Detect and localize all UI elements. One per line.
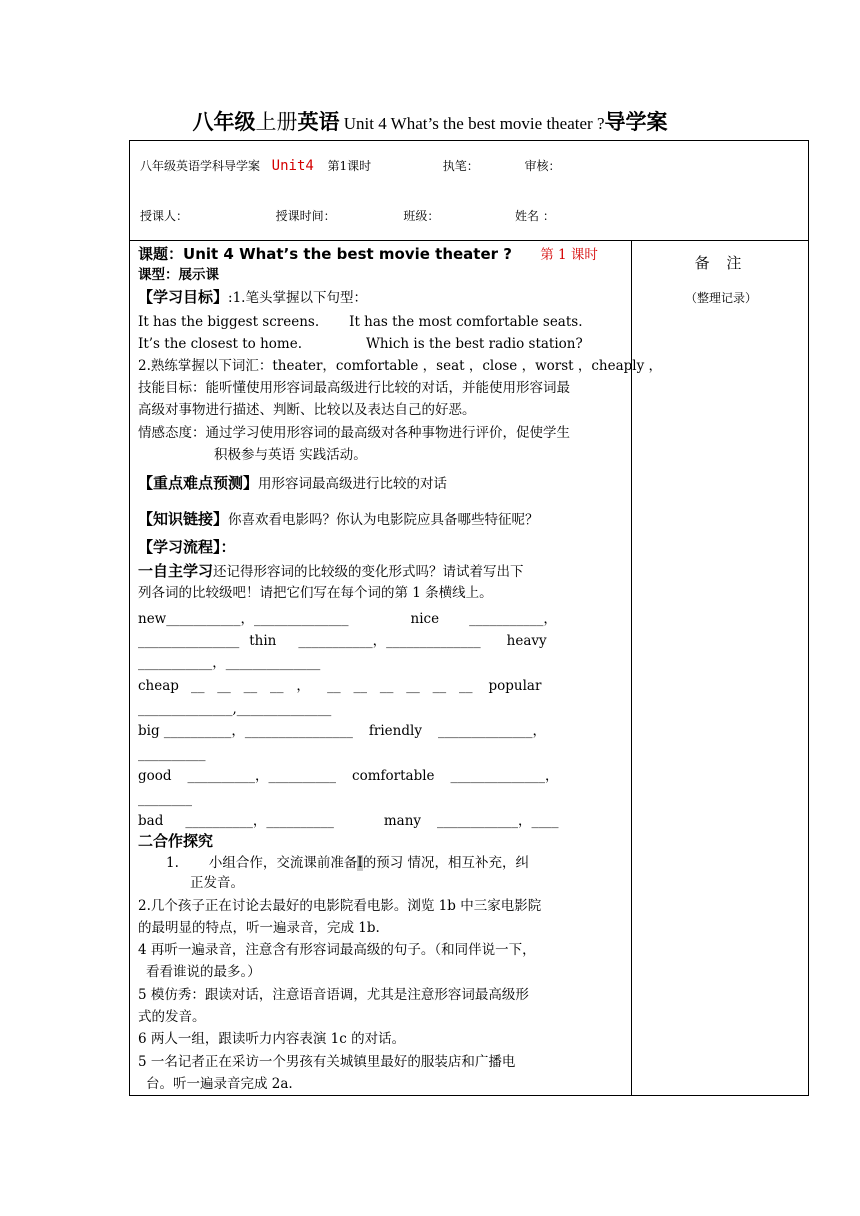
word-row-4: cheap __ __ __ __ ， __ __ __ __ __ __ popular: [138, 678, 542, 694]
lesson-number: 第 1 课时: [540, 247, 598, 263]
skill-line-2: 高级对事物进行描述、判断、比较以及表达自己的好恶。: [138, 402, 476, 418]
vocab-line: 2.熟练掌握以下词汇：theater，comfortable ，seat ，close ，worst ，cheaply ，: [138, 358, 663, 374]
coop-item-6: 5 一名记者正在采访一个男孩有关城镇里最好的服装店和广播电: [138, 1054, 516, 1070]
word-row-8: good __________，__________ comfortable ______________，: [138, 768, 559, 784]
notes-subheading: （整理记录）: [684, 291, 757, 305]
page-title: 八年级上册英语 Unit 4 What’s the best movie theater ?导学案: [192, 110, 668, 134]
word-row-2: _______________ thin ___________，______________ heavy: [138, 633, 547, 649]
flow-heading: 【学习流程】：: [138, 538, 236, 556]
topic-line: 课题：Unit 4 What’s the best movie theater ? 第 1 课时: [138, 245, 598, 263]
notes-heading: 备 注: [694, 254, 748, 272]
sentence-line-1: It has the biggest screens. It has the most comfortable seats.: [138, 314, 583, 330]
header-row-1: 八年级英语学科导学案 Unit4 第1课时 执笔： 审核：: [140, 158, 561, 174]
coop-item-2: 2.几个孩子正在讨论去最好的电影院看电影。浏览 1b 中三家电影院: [138, 898, 542, 914]
topic-title: Unit 4 What’s the best movie theater ?: [183, 245, 512, 263]
coop-item-1: 1. 小组合作，交流课前准备I的预习 情况，相互补充，纠: [166, 855, 530, 871]
coop-item-3: 4 再听一遍录音，注意含有形容词最高级的句子。（和同伴说一下，: [138, 942, 536, 958]
lesson-type: 课型：展示课: [138, 267, 219, 283]
knowledge-link: 【知识链接】你喜欢看电影吗？你认为电影院应具备哪些特征呢？: [138, 510, 539, 528]
coop-item-1-cont: 正发音。: [190, 875, 244, 891]
word-row-1: new___________，______________ nice ___________，: [138, 611, 557, 627]
name-label: 姓名 ：: [515, 209, 555, 223]
reviewer-label: 审核：: [524, 159, 561, 173]
highlighted-char: I: [357, 855, 363, 871]
coop-item-6-cont: 台。听一遍录音完成 2a.: [146, 1076, 293, 1092]
word-row-6: big __________，________________ friendly ______________，: [138, 723, 546, 739]
emotion-line-2: 积极参与英语 实践活动。: [214, 447, 367, 463]
word-row-3: ___________，______________: [138, 655, 321, 671]
goals-line: 【学习目标】:1.笔头掌握以下句型：: [138, 288, 367, 306]
header-box: [129, 140, 809, 241]
self-study-line-1: 一自主学习还记得形容词的比较级的变化形式吗？请试着写出下: [138, 562, 524, 580]
word-row-10: bad __________，__________ many ____________，____: [138, 813, 559, 829]
class-label: 班级：: [403, 209, 440, 223]
cooperation-heading: 二合作探究: [138, 832, 214, 850]
teacher-label: 授课人：: [140, 209, 189, 223]
coop-item-3-cont: 看看谁说的最多。）: [146, 964, 261, 980]
coop-item-4: 5 模仿秀：跟读对话，注意语音语调，尤其是注意形容词最高级形: [138, 987, 529, 1003]
skill-line-1: 技能目标：能听懂使用形容词最高级进行比较的对话，并能使用形容词最: [138, 380, 570, 396]
emotion-line-1: 情感态度：通过学习使用形容词的最高级对各种事物进行评价，促使学生: [138, 425, 570, 441]
coop-item-4-cont: 式的发音。: [138, 1009, 206, 1025]
coop-item-5: 6 两人一组，跟读听力内容表演 1c 的对话。: [138, 1031, 406, 1047]
header-row-2: [140, 207, 555, 224]
writer-label: 执笔：: [442, 159, 479, 173]
word-row-5: ______________,______________: [138, 701, 332, 717]
time-label: 授课时间：: [275, 209, 336, 223]
word-row-9: ________: [138, 791, 192, 807]
word-row-7: __________: [138, 746, 206, 762]
self-study-line-2: 列各词的比较级吧！请把它们写在每个词的第 1 条横线上。: [138, 585, 493, 601]
unit-label: Unit4: [271, 158, 314, 174]
coop-item-2-cont: 的最明显的特点，听一遍录音，完成 1b.: [138, 920, 380, 936]
key-points: 【重点难点预测】用形容词最高级进行比较的对话: [138, 474, 448, 492]
sentence-line-2: It’s the closest to home. Which is the best radio station?: [138, 336, 583, 352]
